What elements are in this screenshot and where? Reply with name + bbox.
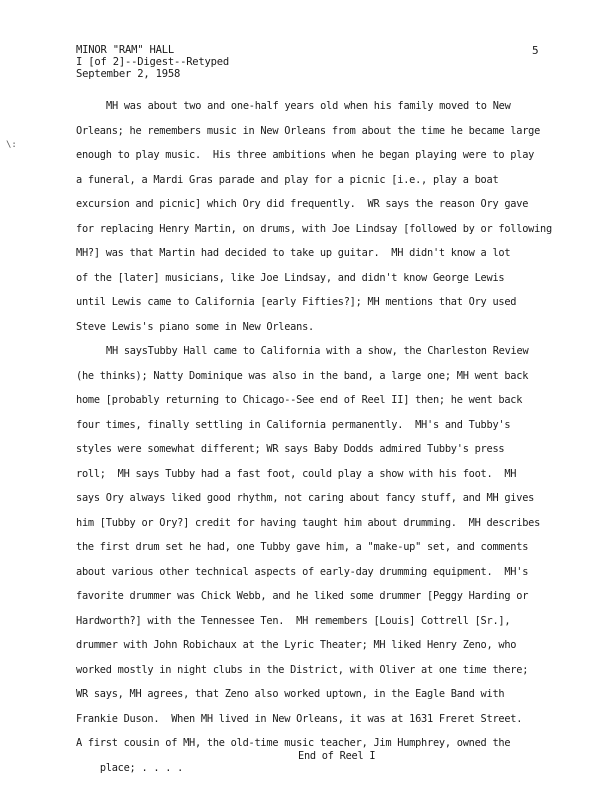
interviewee-name: MINOR "RAM" HALL (76, 44, 174, 56)
text-line: him [Tubby or Ory?] credit for having taught him about drumming. MH describes (76, 516, 541, 529)
text-line: styles were somewhat different; WR says Baby Dodds admired Tubby's press (76, 443, 505, 455)
text-line: home [probably returning to Chicago--See end of Reel II] then; he went back (76, 394, 523, 406)
margin-mark: \: (6, 140, 17, 150)
document-body (76, 94, 552, 756)
text-line: Orleans; he remembers music in New Orleans from about the time he became large (76, 124, 541, 137)
text-line: enough to play music. His three ambitions when he began playing were to play (76, 149, 535, 161)
last-text-line: place; . . . . (99, 762, 184, 774)
text-line: Hardworth?] with the Tennessee Ten. MH remembers [Louis] Cottrell [Sr.], (76, 614, 511, 627)
text-line: of the [later] musicians, like Joe Lindsay, and didn't know George Lewis (76, 271, 505, 284)
text-line: roll; MH says Tubby had a fast foot, could play a show with his foot. MH (76, 467, 517, 480)
text-line: drummer with John Robichaux at the Lyric Theater; MH liked Henry Zeno, who (76, 639, 517, 651)
text-line: Steve Lewis's piano some in New Orleans. (76, 320, 314, 333)
interview-date: September 2, 1958 (76, 68, 181, 80)
text-line: excursion and picnic] which Ory did frequently. WR says the reason Ory gave (76, 198, 529, 210)
reel-description: I [of 2]--Digest--Retyped (76, 56, 230, 68)
text-line: the first drum set he had, one Tubby gave him, a "make-up" set, and comments (76, 541, 529, 553)
text-line: WR says, MH agrees, that Zeno also worked uptown, in the Eagle Band with (76, 688, 505, 700)
text-line: a funeral, a Mardi Gras parade and play for a picnic [i.e., play a boat (76, 173, 499, 186)
text-line: MH was about two and one-half years old when his family moved to New (106, 100, 511, 112)
text-line: four times, finally settling in California permanently. MH's and Tubby's (76, 418, 511, 431)
text-line: (he thinks); Natty Dominique was also in the band, a large one; MH went back (76, 369, 529, 382)
page-number: 5 (532, 44, 539, 57)
text-line: for replacing Henry Martin, on drums, with Joe Lindsay [followed by or following (76, 222, 552, 235)
end-of-reel-marker: End of Reel I (298, 750, 376, 762)
text-line: MH saysTubby Hall came to California with a show, the Charleston Review (106, 345, 529, 357)
document-header (76, 44, 229, 80)
text-line: says Ory always liked good rhythm, not caring about fancy stuff, and MH gives (76, 492, 535, 504)
text-line: Frankie Duson. When MH lived in New Orleans, it was at 1631 Freret Street. (76, 712, 523, 725)
closing-line (76, 750, 376, 798)
text-line: A first cousin of MH, the old-time music teacher, Jim Humphrey, owned the (76, 737, 511, 749)
paragraph-2 (76, 339, 546, 756)
text-line: MH?] was that Martin had decided to take up guitar. MH didn't know a lot (76, 247, 511, 259)
text-line: about various other technical aspects of early-day drumming equipment. MH's (76, 565, 529, 578)
text-line: worked mostly in night clubs in the District, with Oliver at one time there; (76, 663, 529, 676)
text-line: until Lewis came to California [early Fifties?]; MH mentions that Ory used (76, 296, 517, 308)
paragraph-1 (76, 94, 552, 339)
text-line: favorite drummer was Chick Webb, and he liked some drummer [Peggy Harding or (76, 590, 529, 602)
